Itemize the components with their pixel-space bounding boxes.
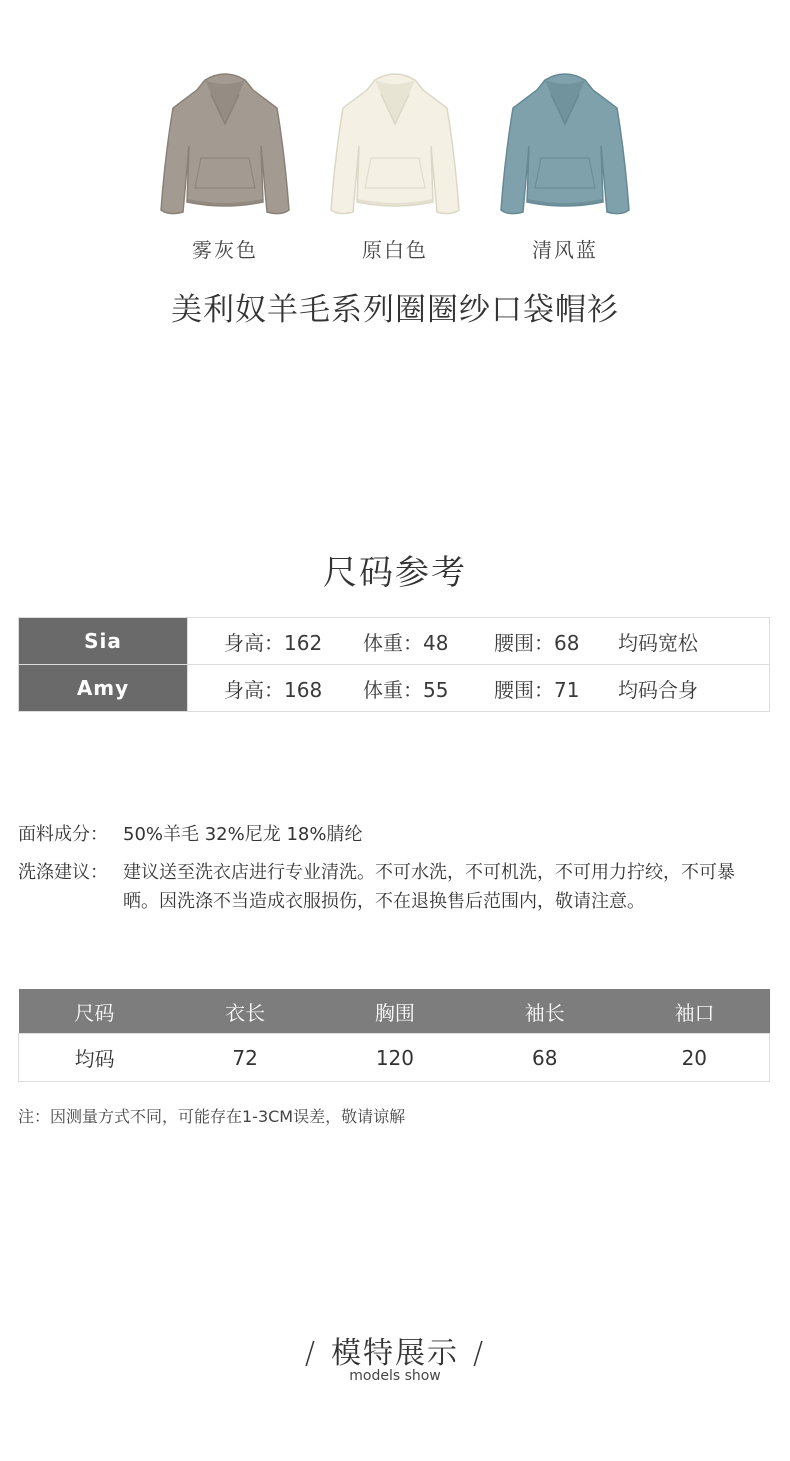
column-header: 尺码 bbox=[19, 989, 171, 1034]
models-show-label: 模特展示 bbox=[331, 1336, 459, 1371]
model-waist: 腰围：71 bbox=[494, 677, 580, 702]
column-header: 袖长 bbox=[470, 989, 620, 1034]
hoodie-icon bbox=[325, 66, 465, 226]
column-header: 衣长 bbox=[170, 989, 320, 1034]
slash-left: / bbox=[304, 1336, 317, 1371]
model-weight: 体重：48 bbox=[363, 630, 449, 655]
column-header: 胸围 bbox=[320, 989, 470, 1034]
size-reference-title: 尺码参考 bbox=[323, 553, 467, 593]
care-label: 洗涤建议： bbox=[18, 862, 108, 883]
model-fit: 均码合身 bbox=[618, 677, 698, 702]
fabric-label: 面料成分： bbox=[18, 824, 108, 845]
slash-right: / bbox=[473, 1336, 486, 1371]
size-chart-header bbox=[19, 989, 770, 1034]
size-chart bbox=[18, 989, 770, 1082]
model-name: Amy bbox=[19, 665, 188, 712]
care-text: 建议送至洗衣店进行专业清洗。不可水洗，不可机洗，不可用力拧绞，不可暴晒。因洗涤不当造成衣服损伤，不在退换售后范围内，敬请注意。 bbox=[123, 862, 735, 912]
color-option-grey[interactable] bbox=[140, 66, 310, 266]
model-stats bbox=[188, 618, 770, 665]
table-cell: 72 bbox=[170, 1034, 320, 1082]
table-cell: 120 bbox=[320, 1034, 470, 1082]
table-cell: 68 bbox=[470, 1034, 620, 1082]
model-height: 身高：168 bbox=[224, 677, 323, 702]
table-cell: 均码 bbox=[19, 1034, 171, 1082]
models-show-subtitle: models show bbox=[349, 1368, 441, 1384]
care-instructions bbox=[18, 858, 770, 916]
model-waist: 腰围：68 bbox=[494, 630, 580, 655]
fabric-value: 50%羊毛 32%尼龙 18%腈纶 bbox=[123, 824, 363, 845]
table-row bbox=[19, 665, 770, 712]
color-option-blue[interactable] bbox=[480, 66, 650, 266]
hoodie-icon bbox=[495, 66, 635, 226]
table-cell: 20 bbox=[620, 1034, 770, 1082]
color-option-white[interactable] bbox=[310, 66, 480, 266]
model-height: 身高：162 bbox=[224, 630, 323, 655]
model-stats bbox=[188, 665, 770, 712]
fabric-composition bbox=[18, 820, 362, 846]
table-row bbox=[19, 1034, 770, 1082]
model-size-table bbox=[18, 617, 770, 712]
color-name: 雾灰色 bbox=[192, 238, 258, 262]
models-show-title bbox=[0, 1328, 790, 1372]
color-options bbox=[140, 66, 650, 266]
hoodie-icon bbox=[155, 66, 295, 226]
column-header: 袖口 bbox=[620, 989, 770, 1034]
model-weight: 体重：55 bbox=[363, 677, 449, 702]
model-name: Sia bbox=[19, 618, 188, 665]
table-row bbox=[19, 618, 770, 665]
color-name: 原白色 bbox=[362, 238, 428, 262]
color-name: 清风蓝 bbox=[532, 238, 598, 262]
product-title: 美利奴羊毛系列圈圈纱口袋帽衫 bbox=[171, 292, 619, 328]
model-fit: 均码宽松 bbox=[618, 630, 698, 655]
measurement-note: 注：因测量方式不同，可能存在1-3CM误差，敬请谅解 bbox=[18, 1107, 406, 1126]
